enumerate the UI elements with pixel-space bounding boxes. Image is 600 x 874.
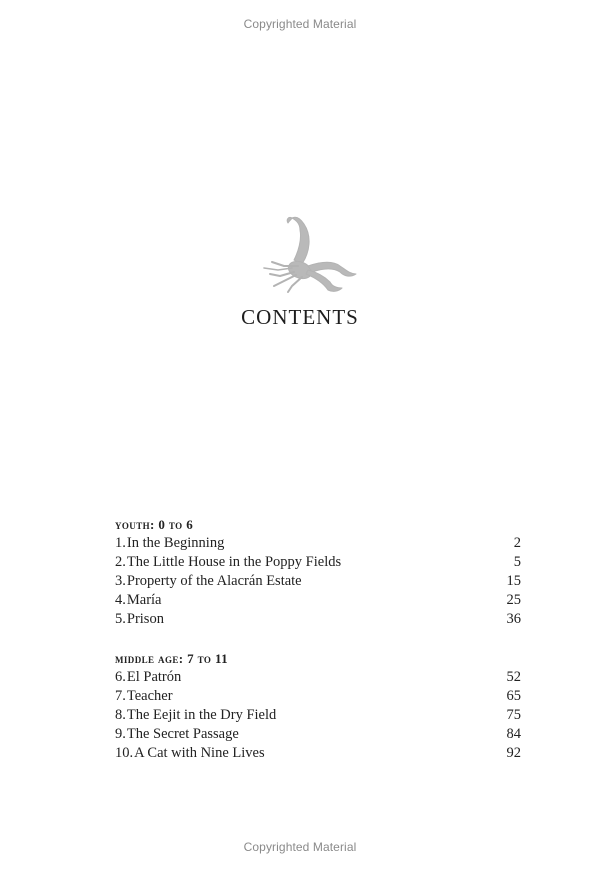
chapter-title: Property of the Alacrán Estate [126, 573, 302, 589]
toc-entry[interactable] [115, 572, 521, 591]
toc-entry[interactable] [115, 744, 521, 763]
page-number: 25 [506, 592, 521, 608]
toc-entry[interactable] [115, 668, 521, 687]
chapter-number: 8. [115, 707, 126, 723]
toc-entry[interactable] [115, 610, 521, 629]
toc-entry[interactable] [115, 553, 521, 572]
section-heading: youth: 0 to 6 [115, 517, 194, 532]
chapter-title: The Secret Passage [126, 726, 239, 742]
chapter-title: El Patrón [126, 669, 182, 685]
toc-entry[interactable] [115, 725, 521, 744]
page-title: CONTENTS [241, 305, 359, 329]
watermark-top: Copyrighted Material [243, 17, 357, 31]
chapter-title: The Eejit in the Dry Field [126, 707, 277, 723]
chapter-number: 5. [115, 611, 126, 627]
page-number: 36 [506, 611, 521, 627]
scorpion-icon [258, 212, 366, 294]
chapter-number: 10. [115, 745, 134, 761]
page-number: 52 [506, 669, 521, 685]
section-heading: middle age: 7 to 11 [115, 651, 229, 666]
toc-section-middle-age [115, 649, 521, 763]
page-number: 84 [506, 726, 521, 742]
page-number: 15 [506, 573, 521, 589]
page-number: 2 [513, 535, 521, 551]
watermark-bottom: Copyrighted Material [243, 840, 357, 854]
chapter-number: 3. [115, 573, 126, 589]
chapter-number: 6. [115, 669, 126, 685]
toc-section-youth [115, 515, 521, 629]
chapter-title: Prison [126, 611, 164, 627]
chapter-title: María [126, 592, 162, 608]
toc-entry[interactable] [115, 534, 521, 553]
chapter-title: In the Beginning [126, 535, 225, 551]
chapter-title: The Little House in the Poppy Fields [126, 554, 342, 570]
page-number: 65 [506, 688, 521, 704]
chapter-title: A Cat with Nine Lives [134, 745, 265, 761]
chapter-number: 1. [115, 535, 126, 551]
page-number: 92 [506, 745, 521, 761]
page-number: 5 [513, 554, 521, 570]
page-number: 75 [506, 707, 521, 723]
chapter-number: 7. [115, 688, 126, 704]
chapter-number: 2. [115, 554, 126, 570]
chapter-number: 9. [115, 726, 126, 742]
toc-entry[interactable] [115, 706, 521, 725]
chapter-number: 4. [115, 592, 126, 608]
toc-entry[interactable] [115, 591, 521, 610]
toc-entry[interactable] [115, 687, 521, 706]
chapter-title: Teacher [126, 688, 173, 704]
